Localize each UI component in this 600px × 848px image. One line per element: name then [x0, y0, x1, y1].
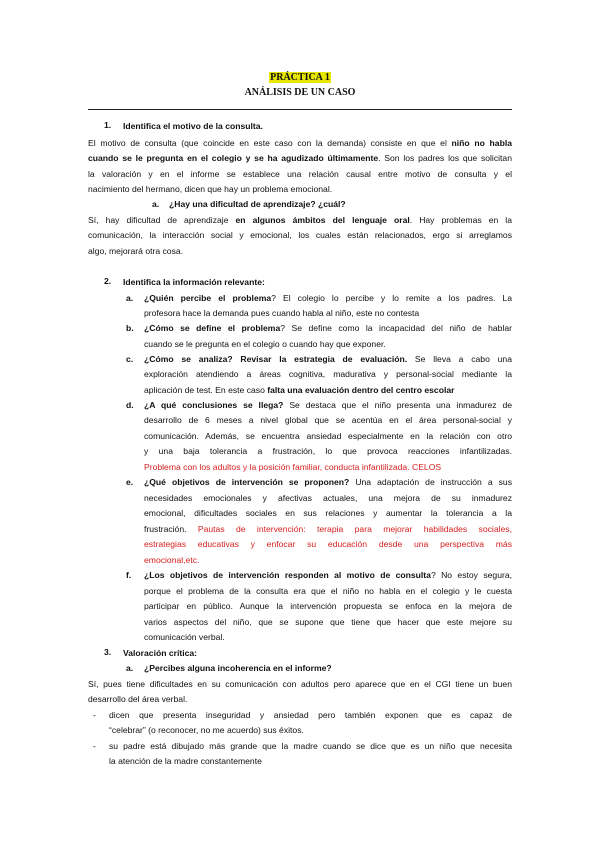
- page-title: PRÁCTICA 1: [270, 72, 330, 83]
- s2-a-line1: [144, 292, 512, 304]
- s2-d-label: d.: [126, 400, 134, 410]
- s2-f-line2: porque el problema de la consulta era que el niño no habla en el colegio y le cuesta: [144, 586, 512, 596]
- s2-d-line1: [144, 399, 512, 411]
- s2-e-line3: emocional, dificultades sociales en sus relaciones y aumentar la tolerancia a la: [144, 508, 512, 518]
- bold-text: niño no habla: [451, 138, 512, 148]
- section-1-number: 1.: [104, 120, 112, 130]
- s1-sub-a-question: ¿Hay una dificultad de aprendizaje? ¿cuál?: [169, 199, 346, 209]
- s2-c-line3: [144, 384, 454, 396]
- text: Se lleva a cabo una: [407, 354, 512, 364]
- text: ? El colegio lo percibe y lo remite a los padres. La: [271, 293, 512, 303]
- s1-para1-line1: [88, 137, 512, 149]
- s1-para1-line2: [88, 152, 512, 164]
- section-2-number: 2.: [104, 276, 112, 286]
- s2-e-red-line2: estrategias educativas y enfocar su educación desde una perspectiva más: [144, 539, 512, 549]
- title-line: [0, 72, 600, 83]
- s1-para2-line2: comunicación, la interacción social y emocional, los cuales están relacionados, ergo si arreglamos: [88, 230, 512, 240]
- bullet-dash: -: [93, 710, 96, 720]
- s2-a-label: a.: [126, 293, 134, 303]
- s2-d-line2: desarrollo de 6 meses a nivel global que se acentúa en el área personal-social y: [144, 415, 512, 425]
- bold-text: falta una evaluación dentro del centro escolar: [267, 385, 455, 395]
- s3-bullet1-line2: “celebrar” (o reconocer, no me acuerdo) sus éxitos.: [109, 725, 304, 735]
- s2-e-red-line3: emocional,etc.: [144, 555, 200, 565]
- section-2-heading: Identifica la información relevante:: [123, 277, 265, 287]
- s1-para2-line1: [88, 214, 512, 226]
- text: frustración.: [144, 524, 198, 534]
- s2-b-line2: cuando se le pregunta en el colegio o cuando hay que exponer.: [144, 339, 386, 349]
- s2-f-label: f.: [126, 570, 132, 580]
- section-3-number: 3.: [104, 647, 112, 657]
- section-3-heading: Valoración crítica:: [123, 648, 198, 658]
- bold-text: ¿Cómo se analiza? Revisar la estrategia de evaluación.: [144, 354, 408, 364]
- s2-b-label: b.: [126, 323, 134, 333]
- text: Sí, hay dificultad de aprendizaje: [88, 215, 236, 225]
- s2-e-line2: necesidades emocionales y afectivas actuales, una mejora de su inmadurez: [144, 493, 512, 503]
- s1-para2-line3: algo, mejorará otra cosa.: [88, 246, 184, 256]
- bold-text: en algunos ámbitos del lenguaje oral: [235, 215, 410, 225]
- s2-d-line3: comunicación. Además, se encuentra ansiedad especialmente en la relación con otro: [144, 431, 512, 441]
- bold-text: cuando se le pregunta en el colegio y se ha agudizado últimamente: [88, 153, 379, 163]
- s3-bullet1-line1: dicen que presenta inseguridad y ansiedad pero también exponen que es capaz de: [109, 710, 512, 720]
- s3-para-line2: desarrollo del área verbal.: [88, 694, 188, 704]
- red-text: Pautas de intervención: terapia para mejorar habilidades sociales,: [197, 524, 512, 534]
- s3-bullet2-line1: su padre está dibujado más grande que la madre cuando se dice que es un niño que necesita: [109, 741, 512, 751]
- s2-f-line5: comunicación verbal.: [144, 632, 225, 642]
- s2-e-line4: [144, 523, 512, 535]
- bullet-dash: -: [93, 741, 96, 751]
- text: Una adaptación de instrucción a sus: [349, 477, 512, 487]
- s3-para-line1: Sí, pues tiene dificultades en su comunicación con adultos pero aparece que en el CGI tiene un buen: [88, 679, 512, 689]
- s2-d-red-note: Problema con los adultos y la posición familiar, conducta infantilizada. CELOS: [144, 462, 442, 472]
- s3-a-question: ¿Percibes alguna incoherencia en el informe?: [144, 663, 332, 673]
- header-rule: [88, 109, 512, 110]
- text: aplicación de test. En este caso: [144, 385, 268, 395]
- bold-text: ¿A qué conclusiones se llega?: [144, 400, 284, 410]
- s1-para1-line3: la valoración y en el informe se establece una relación causal entre motivo de consulta y el: [88, 169, 512, 179]
- page-subtitle: ANÁLISIS DE UN CASO: [244, 87, 356, 98]
- s1-para1-line4: nacimiento del hermano, dicen que hay un problema emocional.: [88, 184, 333, 194]
- bold-text: ¿Cómo se define el problema: [144, 323, 281, 333]
- s1-sub-a-label: a.: [152, 199, 160, 209]
- s2-f-line4: varios aspectos del niño, que se supone que tiene que hacer que este mejore su: [144, 617, 512, 627]
- text: ? No estoy segura,: [430, 570, 513, 580]
- s2-b-line1: [144, 322, 512, 334]
- s2-f-line3: participar en público. Aunque la intervención propuesta se enfoca en la mejora de: [144, 601, 512, 611]
- s2-e-line1: [144, 476, 512, 488]
- bold-text: ¿Qué objetivos de intervención se proponen?: [144, 477, 350, 487]
- s2-a-line2: profesora hace la demanda pues cuando habla al niño, este no contesta: [144, 308, 420, 318]
- s2-c-label: c.: [126, 354, 134, 364]
- text: El motivo de consulta (que coincide en este caso con la demanda) consiste en que el: [88, 138, 452, 148]
- section-1-heading: Identifica el motivo de la consulta.: [123, 121, 263, 131]
- text: . Son los padres los que solicitan: [378, 153, 512, 163]
- text: . Hay problemas en la: [409, 215, 512, 225]
- s2-f-line1: [144, 569, 512, 581]
- bold-text: ¿Los objetivos de intervención responden al motivo de consulta: [144, 570, 431, 580]
- s2-e-label: e.: [126, 477, 134, 487]
- s3-a-label: a.: [126, 663, 134, 673]
- bold-text: ¿Quién percibe el problema: [144, 293, 272, 303]
- s3-bullet2-line2: la atención de la madre constantemente: [109, 756, 262, 766]
- s2-c-line2: exploración atendiendo a áreas cognitiva, madurativa y personal-social mediante la: [144, 369, 512, 379]
- text: ? Se define como la incapacidad del niño de hablar: [280, 323, 512, 333]
- text: Se destaca que el niño presenta una inmadurez de: [283, 400, 513, 410]
- s2-d-line4: y una baja tolerancia a frustración, lo que provoca reacciones infantilizadas.: [144, 446, 512, 456]
- s2-c-line1: [144, 353, 512, 365]
